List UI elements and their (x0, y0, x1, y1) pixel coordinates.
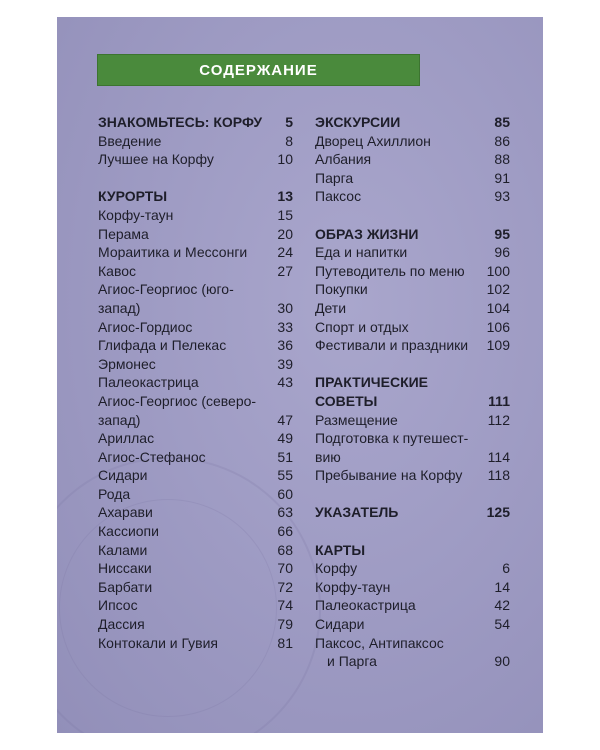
toc-entry-label: вию (315, 448, 341, 465)
toc-entry[interactable] (98, 559, 293, 578)
toc-entry-label: Еда и напитки (315, 244, 408, 261)
toc-page-number: 30 (277, 299, 293, 316)
toc-entry[interactable] (98, 485, 293, 504)
toc-entry-label: Ариллас (98, 430, 155, 447)
toc-entry-label: Размещение (315, 411, 398, 428)
toc-section-title: КАРТЫ (315, 541, 366, 558)
toc-entry[interactable] (315, 578, 510, 597)
toc-entry-label: Покупки (315, 281, 368, 298)
toc-page-number: 24 (277, 244, 293, 261)
toc-entry[interactable] (98, 615, 293, 634)
toc-page-number (289, 280, 293, 299)
book-page (57, 17, 543, 733)
spacer (315, 355, 510, 374)
toc-page-number: 10 (277, 151, 293, 168)
toc-entry[interactable] (315, 615, 510, 634)
toc-entry-label: Палеокастрица (315, 597, 416, 614)
toc-entry-label: Глифада и Пелекас (98, 337, 227, 354)
toc-entry[interactable] (315, 596, 510, 615)
toc-entry-label: Фестивали и праздники (315, 337, 469, 354)
toc-section-title: ОБРАЗ ЖИЗНИ (315, 225, 419, 242)
toc-entry[interactable] (98, 373, 293, 392)
toc-page-number: 63 (277, 504, 293, 521)
toc-section-title: КУРОРТЫ (98, 188, 168, 205)
toc-entry[interactable] (98, 578, 293, 597)
toc-page-number: 93 (494, 188, 510, 205)
toc-entry[interactable] (315, 336, 510, 355)
toc-page-number: 39 (277, 355, 293, 372)
toc-entry-label: Ниссаки (98, 560, 152, 577)
toc-page-number: 118 (487, 467, 510, 484)
toc-page-number: 72 (277, 578, 293, 595)
toc-entry[interactable] (315, 169, 510, 188)
toc-entry-label: Сидари (98, 467, 148, 484)
toc-page-number: 54 (494, 616, 510, 633)
toc-entry[interactable] (315, 299, 510, 318)
toc-entry-label: Корфу-таун (98, 206, 174, 223)
toc-page-number: 86 (494, 132, 510, 149)
toc-entry-label: Кассиопи (98, 523, 159, 540)
toc-entry[interactable] (98, 355, 293, 374)
toc-entry-label: Палеокастрица (98, 374, 199, 391)
toc-section-title: ЗНАКОМЬТЕСЬ: КОРФУ (98, 114, 263, 130)
toc-page-number (506, 634, 510, 653)
toc-page-number: 70 (277, 560, 293, 577)
toc-entry-label: Контокали и Гувия (98, 634, 219, 651)
toc-entry[interactable] (98, 225, 293, 244)
toc-entry[interactable] (315, 652, 510, 671)
toc-entry[interactable] (98, 206, 293, 225)
toc-page-number: 51 (277, 448, 293, 465)
toc-entry[interactable] (315, 150, 510, 169)
toc-page-number: 6 (502, 560, 510, 577)
toc-entry-label: Подготовка к путешест- (315, 430, 469, 447)
toc-entry-label: и Парга (327, 653, 377, 670)
toc-entry[interactable] (98, 634, 293, 653)
toc-section[interactable] (315, 225, 510, 244)
toc-page-number: 114 (487, 448, 510, 465)
toc-left-column (98, 113, 293, 652)
toc-section-title: СОВЕТЫ (315, 392, 378, 409)
toc-entry-label: Введение (98, 132, 162, 149)
toc-page-number (506, 541, 510, 560)
toc-page-number: 27 (277, 262, 293, 279)
toc-section[interactable] (98, 187, 293, 206)
toc-section[interactable] (315, 392, 510, 411)
toc-entry-label: Корфу (315, 560, 358, 577)
toc-page-number: 85 (494, 114, 510, 130)
toc-entry[interactable] (98, 522, 293, 541)
toc-entry-label: Путеводитель по меню (315, 262, 465, 279)
toc-entry[interactable] (98, 243, 293, 262)
toc-page-number: 125 (486, 504, 510, 521)
toc-page-number: 8 (285, 132, 293, 149)
toc-page-number: 79 (277, 616, 293, 633)
toc-page-number: 111 (488, 392, 510, 409)
toc-page-number: 88 (494, 151, 510, 168)
toc-page-number: 47 (277, 411, 293, 428)
toc-entry-label: Дассия (98, 616, 145, 633)
toc-page-number: 36 (277, 337, 293, 354)
toc-entry-label: Мораитика и Мессонги (98, 244, 248, 261)
toc-entry[interactable] (98, 411, 293, 430)
toc-entry-label: Паксос (315, 188, 362, 205)
toc-page-number: 43 (277, 374, 293, 391)
toc-page-number (506, 429, 510, 448)
toc-entry[interactable] (315, 243, 510, 262)
toc-page-number: 74 (277, 597, 293, 614)
toc-right-column (315, 113, 510, 671)
toc-entry-label: Рода (98, 485, 131, 502)
toc-entry[interactable] (315, 559, 510, 578)
toc-entry[interactable] (98, 466, 293, 485)
toc-entry-label: Албания (315, 151, 372, 168)
toc-entry-label: Перама (98, 225, 149, 242)
toc-entry[interactable] (98, 262, 293, 281)
toc-entry[interactable] (315, 634, 510, 653)
toc-page-number (289, 392, 293, 411)
toc-entry-label: Агиос-Георгиос (северо- (98, 392, 257, 409)
toc-entry-label: Ахарави (98, 504, 153, 521)
toc-page-number: 81 (277, 634, 293, 651)
toc-entry-label: Дети (315, 299, 347, 316)
toc-page-number: 33 (277, 318, 293, 335)
toc-entry-label: Калами (98, 541, 148, 558)
toc-entry-label: Агиос-Стефанос (98, 448, 206, 465)
toc-section-title: ПРАКТИЧЕСКИЕ (315, 374, 429, 391)
toc-page-number: 95 (494, 225, 510, 242)
toc-page-number: 42 (494, 597, 510, 614)
toc-entry[interactable] (98, 596, 293, 615)
spacer (315, 485, 510, 504)
toc-entry-label: Корфу-таун (315, 578, 391, 595)
toc-entry-label: Дворец Ахиллион (315, 132, 431, 149)
toc-entry[interactable] (315, 411, 510, 430)
spacer (315, 522, 510, 541)
toc-section[interactable] (98, 113, 293, 132)
toc-entry[interactable] (315, 132, 510, 151)
spacer (98, 169, 293, 188)
toc-entry[interactable] (98, 448, 293, 467)
toc-entry[interactable] (98, 132, 293, 151)
toc-page-number: 112 (487, 411, 510, 428)
toc-page-number: 49 (277, 430, 293, 447)
toc-page-number: 104 (486, 299, 510, 316)
toc-entry-label: Агиос-Гордиос (98, 318, 193, 335)
toc-section[interactable] (315, 541, 510, 560)
toc-section[interactable] (315, 503, 510, 522)
toc-entry[interactable] (315, 187, 510, 206)
toc-entry[interactable] (98, 336, 293, 355)
toc-page-number: 60 (277, 485, 293, 502)
toc-entry-label: Эрмонес (98, 355, 156, 372)
toc-page-number: 13 (277, 188, 293, 205)
toc-entry-label: Кавос (98, 262, 137, 279)
toc-entry[interactable] (315, 280, 510, 299)
toc-entry-label: Лучшее на Корфу (98, 151, 214, 168)
toc-page-number: 100 (486, 262, 510, 279)
toc-entry[interactable] (98, 503, 293, 522)
toc-page-number: 68 (277, 541, 293, 558)
toc-page-number: 55 (277, 467, 293, 484)
toc-page-number: 66 (277, 523, 293, 540)
toc-entry[interactable] (98, 299, 293, 318)
toc-entry[interactable] (98, 429, 293, 448)
toc-entry-label: Паксос, Антипаксос (315, 634, 444, 651)
toc-page-number: 20 (277, 225, 293, 242)
toc-section[interactable] (315, 113, 510, 132)
toc-entry-label: запад) (98, 411, 141, 428)
toc-page-number: 15 (277, 206, 293, 223)
toc-entry[interactable] (315, 429, 510, 448)
toc-entry-label: запад) (98, 299, 141, 316)
toc-entry-label: Пребывание на Корфу (315, 467, 463, 484)
toc-entry-label: Агиос-Георгиос (юго- (98, 281, 234, 298)
toc-page-number: 109 (486, 337, 510, 354)
toc-entry[interactable] (98, 541, 293, 560)
toc-page-number: 90 (494, 653, 510, 670)
toc-entry[interactable] (98, 392, 293, 411)
toc-page-number: 5 (285, 114, 293, 130)
toc-entry[interactable] (98, 280, 293, 299)
toc-page-number: 106 (486, 318, 510, 335)
toc-entry[interactable] (98, 318, 293, 337)
toc-section-title: УКАЗАТЕЛЬ (315, 504, 399, 521)
spacer (315, 206, 510, 225)
toc-section-title: ЭКСКУРСИИ (315, 114, 401, 130)
toc-entry[interactable] (315, 448, 510, 467)
toc-page-number: 96 (494, 244, 510, 261)
toc-entry-label: Сидари (315, 616, 365, 633)
toc-entry-label: Спорт и отдых (315, 318, 409, 335)
contents-header: СОДЕРЖАНИЕ (97, 54, 420, 86)
toc-page-number: 91 (494, 169, 510, 186)
toc-page-number: 102 (486, 281, 510, 298)
toc-entry[interactable] (315, 466, 510, 485)
toc-entry-label: Парга (315, 169, 354, 186)
toc-entry[interactable] (315, 318, 510, 337)
toc-entry[interactable] (315, 262, 510, 281)
toc-entry[interactable] (98, 150, 293, 169)
toc-entry-label: Ипсос (98, 597, 138, 614)
toc-page-number: 14 (494, 578, 510, 595)
toc-entry-label: Барбати (98, 578, 153, 595)
